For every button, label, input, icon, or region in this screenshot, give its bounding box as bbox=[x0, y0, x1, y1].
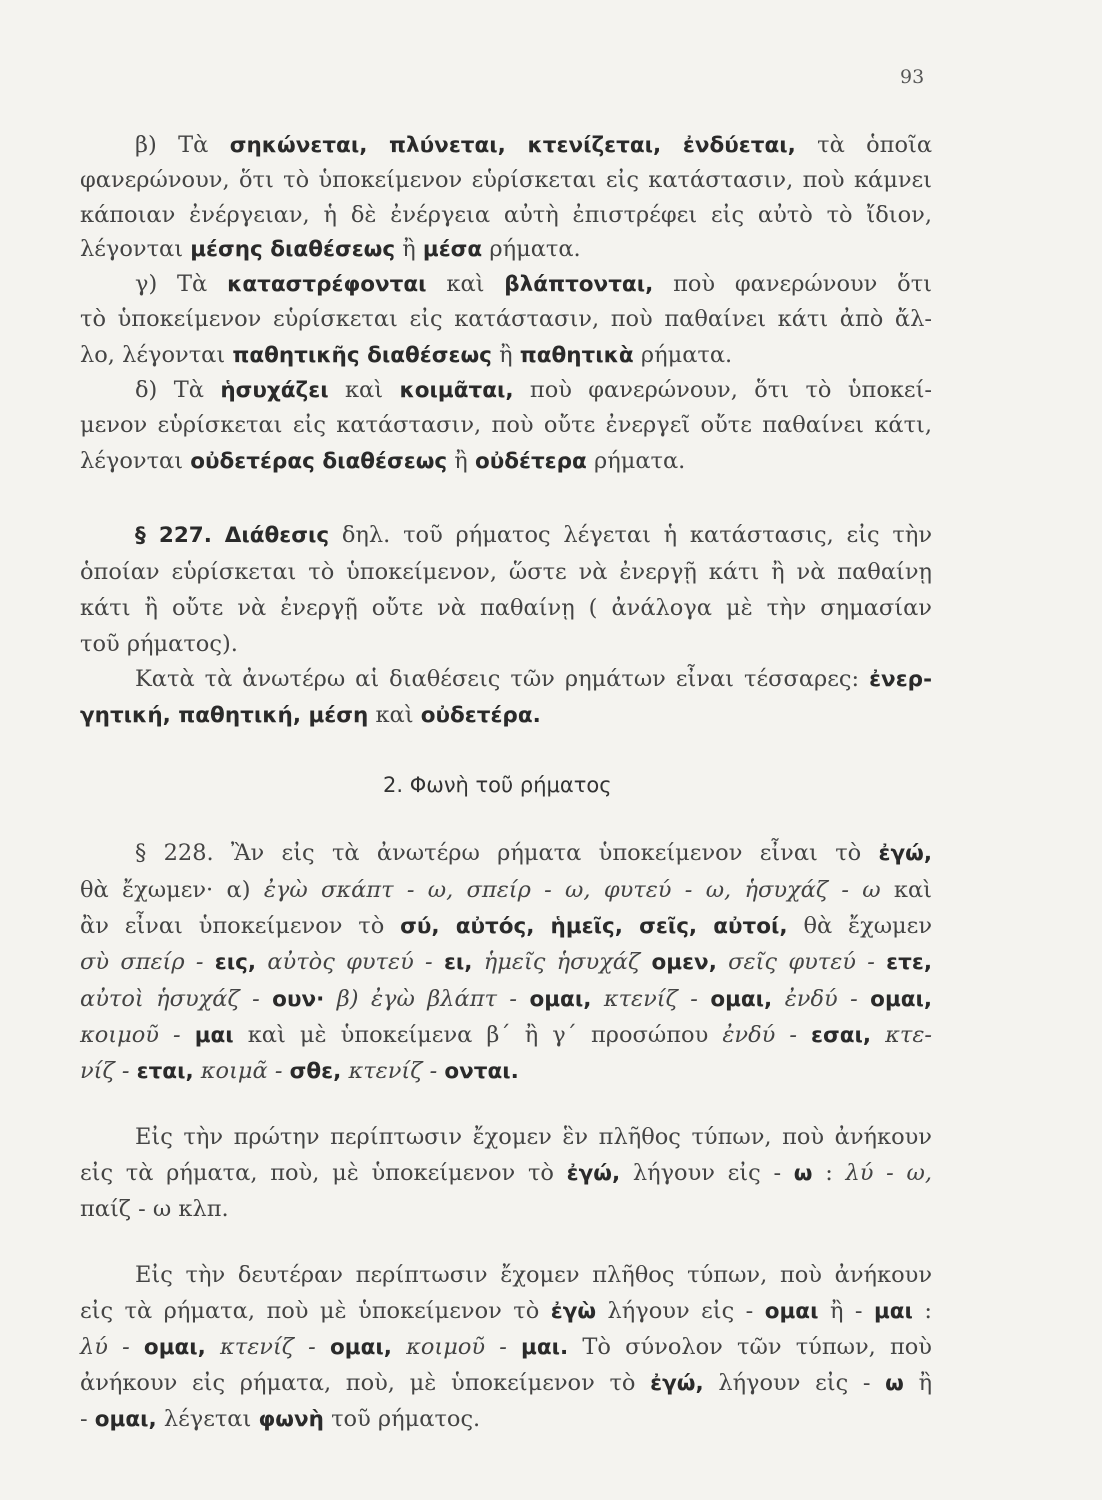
italic-text: λύ - ω, bbox=[845, 1160, 932, 1186]
line bbox=[80, 947, 932, 978]
bold-ending: ει, bbox=[443, 950, 473, 975]
bold-ending: μαι bbox=[194, 1023, 234, 1048]
line bbox=[80, 1404, 932, 1435]
line bbox=[80, 1056, 932, 1087]
bold-ending: ομαι, bbox=[94, 1407, 157, 1432]
text: Κατὰ τὰ ἀνωτέρω αἱ διαθέσεις τῶν ρημάτων εἶναι τέσσαρες: bbox=[135, 666, 860, 692]
text: λήγουν εἰς - bbox=[632, 1160, 782, 1186]
line: κάτι ἢ οὔτε νὰ ἐνεργῇ οὔτε νὰ παθαίνῃ ( ἀνάλογα μὲ τὴν σημασίαν bbox=[80, 595, 932, 621]
text: λέγονται bbox=[80, 236, 184, 262]
text: δηλ. τοῦ ρήματος λέγεται ἡ κατάστασις, εἰς τὴν bbox=[341, 522, 932, 548]
text: : bbox=[924, 1298, 932, 1324]
line bbox=[80, 340, 932, 371]
bold-term: καταστρέφονται bbox=[227, 272, 427, 297]
line bbox=[80, 1332, 932, 1363]
text: λήγουν εἰς - bbox=[718, 1370, 871, 1396]
bold-term: σηκώνεται, πλύνεται, κτενίζεται, ἐνδύεται, bbox=[229, 133, 796, 158]
text: δ) Τὰ bbox=[135, 377, 204, 403]
bold-ending: ουν· bbox=[272, 987, 325, 1012]
page-number: 93 bbox=[900, 66, 925, 88]
bold-ending: ομεν, bbox=[651, 950, 717, 975]
italic-text: κοιμοῦ - bbox=[80, 1022, 181, 1048]
text: λο, λέγονται bbox=[80, 342, 226, 368]
line bbox=[80, 234, 932, 265]
line bbox=[80, 875, 932, 905]
bold-term: κοιμᾶται, bbox=[399, 378, 514, 403]
line bbox=[80, 1368, 932, 1399]
bold-term: ἡσυχάζει bbox=[220, 378, 329, 403]
italic-text: κτε- bbox=[885, 1022, 933, 1048]
bold-term: παθητικὰ bbox=[519, 343, 634, 368]
line bbox=[135, 269, 932, 300]
bold-ending: ομαι, bbox=[329, 1335, 392, 1360]
bold-term: ἐνερ- bbox=[869, 667, 932, 692]
text: ἀνήκουν εἰς ρήματα, ποὺ, μὲ ὑποκείμενον τὸ bbox=[80, 1370, 636, 1396]
italic-text: β) ἐγὼ βλάπτ - bbox=[336, 986, 518, 1012]
line bbox=[80, 911, 932, 942]
bold-ending: μαι. bbox=[521, 1335, 569, 1360]
text: γ) Τὰ bbox=[135, 271, 208, 297]
text: εἰς τὰ ρήματα, ποὺ μὲ ὑποκείμενον τὸ bbox=[80, 1298, 540, 1324]
text: τὰ ὁποῖα bbox=[817, 132, 933, 158]
line: ὁποίαν εὑρίσκεται τὸ ὑποκείμενον, ὥστε νὰ ἐνεργῇ κάτι ἢ νὰ παθαίνῃ bbox=[80, 559, 932, 585]
bold-term: οὐδέτερα bbox=[474, 449, 587, 474]
line bbox=[80, 1020, 932, 1051]
line bbox=[135, 375, 932, 406]
italic-text: κοιμᾶ - bbox=[200, 1058, 283, 1084]
bold-ending: σθε, bbox=[289, 1059, 342, 1084]
bold-ending: μαι bbox=[873, 1299, 913, 1324]
line: Εἰς τὴν δευτέραν περίπτωσιν ἔχομεν πλῆθος τύπων, ποὺ ἀνήκουν bbox=[135, 1262, 932, 1288]
bold-ending: ω bbox=[793, 1161, 813, 1186]
italic-text: νίζ - bbox=[80, 1058, 130, 1084]
text: ποὺ φανερώνουν, ὅτι τὸ ὑποκεί- bbox=[529, 377, 933, 403]
section-heading: 2. Φωνὴ τοῦ ρήματος bbox=[383, 773, 612, 797]
line bbox=[135, 838, 932, 869]
text: ρήματα. bbox=[593, 448, 686, 474]
text: - bbox=[80, 1406, 88, 1432]
text: β) Τὰ bbox=[135, 132, 209, 158]
line bbox=[80, 446, 932, 477]
text: ἢ bbox=[454, 448, 468, 474]
text: καὶ bbox=[375, 702, 414, 728]
text: καὶ bbox=[446, 271, 485, 297]
line: Εἰς τὴν πρώτην περίπτωσιν ἔχομεν ἓν πλῆθος τύπων, ποὺ ἀνήκουν bbox=[135, 1124, 932, 1150]
bold-term: μέσης διαθέσεως bbox=[190, 237, 396, 262]
text: ρήματα. bbox=[489, 236, 581, 262]
text: καὶ μὲ ὑποκείμενα β΄ ἢ γ΄ προσώπου bbox=[247, 1022, 709, 1048]
bold-term: οὐδετέρα. bbox=[420, 703, 541, 728]
text: καὶ bbox=[893, 877, 933, 903]
italic-text: κτενίζ - bbox=[348, 1058, 438, 1084]
bold-term: Διάθεσις bbox=[224, 523, 330, 548]
italic-text: αὐτὸς φυτεύ - bbox=[267, 949, 433, 975]
italic-text: σεῖς φυτεύ - bbox=[728, 949, 875, 975]
bold-ending: ομαι, bbox=[143, 1335, 206, 1360]
text: ρήματα. bbox=[640, 342, 733, 368]
line: φανερώνουν, ὅτι τὸ ὑποκείμενον εὑρίσκεται εἰς κατάστασιν, ποὺ κάμνει bbox=[80, 167, 932, 193]
text: λήγουν εἰς - bbox=[607, 1298, 754, 1324]
line: κάποιαν ἐνέργειαν, ἡ δὲ ἐνέργεια αὐτὴ ἐπιστρέφει εἰς αὐτὸ τὸ ἴδιον, bbox=[80, 202, 932, 228]
text: ποὺ φανερώνουν ὅτι bbox=[673, 271, 932, 297]
line: μενον εὑρίσκεται εἰς κατάστασιν, ποὺ οὔτε ἐνεργεῖ οὔτε παθαίνει κάτι, bbox=[80, 412, 932, 438]
line bbox=[80, 700, 932, 731]
bold-ending: εις, bbox=[214, 950, 257, 975]
bold-term: σύ, αὐτός, ἡμεῖς, σεῖς, αὐτοί, bbox=[400, 914, 788, 939]
italic-text: ἐνδύ - bbox=[722, 1022, 797, 1048]
bold-ending: ονται. bbox=[444, 1059, 519, 1084]
bold-term: ἐγώ, bbox=[878, 841, 932, 866]
bold-ending: ομαι, bbox=[870, 987, 933, 1012]
text: § 228. Ἂν εἰς τὰ ἀνωτέρω ρήματα ὑποκείμενον εἶναι τὸ bbox=[135, 840, 862, 866]
bold-ending: ομαι, bbox=[529, 987, 592, 1012]
text: λέγεται bbox=[163, 1406, 252, 1432]
bold-ending: ομαι, bbox=[710, 987, 773, 1012]
line: τοῦ ρήματος). bbox=[80, 631, 238, 657]
italic-text: λύ - bbox=[80, 1334, 130, 1360]
text: τοῦ ρήματος. bbox=[331, 1406, 481, 1432]
bold-ending: εσαι, bbox=[811, 1023, 872, 1048]
italic-text: κοιμοῦ - bbox=[406, 1334, 507, 1360]
bold-term: οὐδετέρας διαθέσεως bbox=[190, 449, 448, 474]
bold-ending: ομαι bbox=[764, 1299, 819, 1324]
bold-ending: εται, bbox=[136, 1059, 194, 1084]
italic-text: ἡμεῖς ἡσυχάζ bbox=[483, 949, 641, 975]
line bbox=[135, 520, 932, 551]
text: θὰ ἔχωμεν bbox=[803, 913, 933, 939]
text: λέγονται bbox=[80, 448, 184, 474]
line: παίζ - ω κλπ. bbox=[80, 1196, 229, 1222]
italic-text: κτενίζ - bbox=[603, 986, 698, 1012]
line bbox=[135, 130, 932, 161]
bold-term: βλάπτονται, bbox=[504, 272, 654, 297]
bold-ending: ετε, bbox=[886, 950, 932, 975]
italic-text: κτενίζ - bbox=[220, 1334, 316, 1360]
text: : bbox=[825, 1160, 833, 1186]
italic-text: ἐνδύ - bbox=[784, 986, 858, 1012]
text: καὶ bbox=[344, 377, 384, 403]
text: Τὸ σύνολον τῶν τύπων, ποὺ bbox=[582, 1334, 932, 1360]
text: εἰς τὰ ρήματα, ποὺ, μὲ ὑποκείμενον τὸ bbox=[80, 1160, 554, 1186]
text: θὰ ἔχωμεν· α) bbox=[80, 877, 251, 903]
italic-text: ἐγὼ σκάπτ - ω, σπείρ - ω, φυτεύ - ω, ἡσυχάζ - ω bbox=[263, 877, 881, 903]
bold-term: ἐγώ, bbox=[566, 1161, 621, 1186]
text: ἢ bbox=[402, 236, 416, 262]
bold-term: παθητικῆς διαθέσεως bbox=[232, 343, 492, 368]
italic-text: σὺ σπείρ - bbox=[80, 949, 204, 975]
line bbox=[80, 1296, 932, 1327]
bold-term: ἐγὼ bbox=[550, 1299, 597, 1324]
line bbox=[80, 1158, 932, 1189]
bold-term: φωνὴ bbox=[258, 1407, 324, 1432]
bold-term: γητική, παθητική, μέση bbox=[80, 703, 369, 728]
line: τὸ ὑποκείμενον εὑρίσκεται εἰς κατάστασιν, ποὺ παθαίνει κάτι ἀπὸ ἄλ- bbox=[80, 306, 932, 332]
text: ἢ bbox=[499, 342, 513, 368]
bold-term: μέσα bbox=[422, 237, 483, 262]
line bbox=[135, 664, 932, 695]
text: ἢ - bbox=[829, 1298, 863, 1324]
text: ἂν εἶναι ὑποκείμενον τὸ bbox=[80, 913, 385, 939]
section-number: § 227. bbox=[135, 523, 212, 548]
italic-text: αὐτοὶ ἡσυχάζ - bbox=[80, 986, 260, 1012]
bold-ending: ω bbox=[885, 1371, 904, 1396]
bold-term: ἐγώ, bbox=[650, 1371, 704, 1396]
line bbox=[80, 984, 932, 1015]
text: ἢ bbox=[918, 1370, 933, 1396]
